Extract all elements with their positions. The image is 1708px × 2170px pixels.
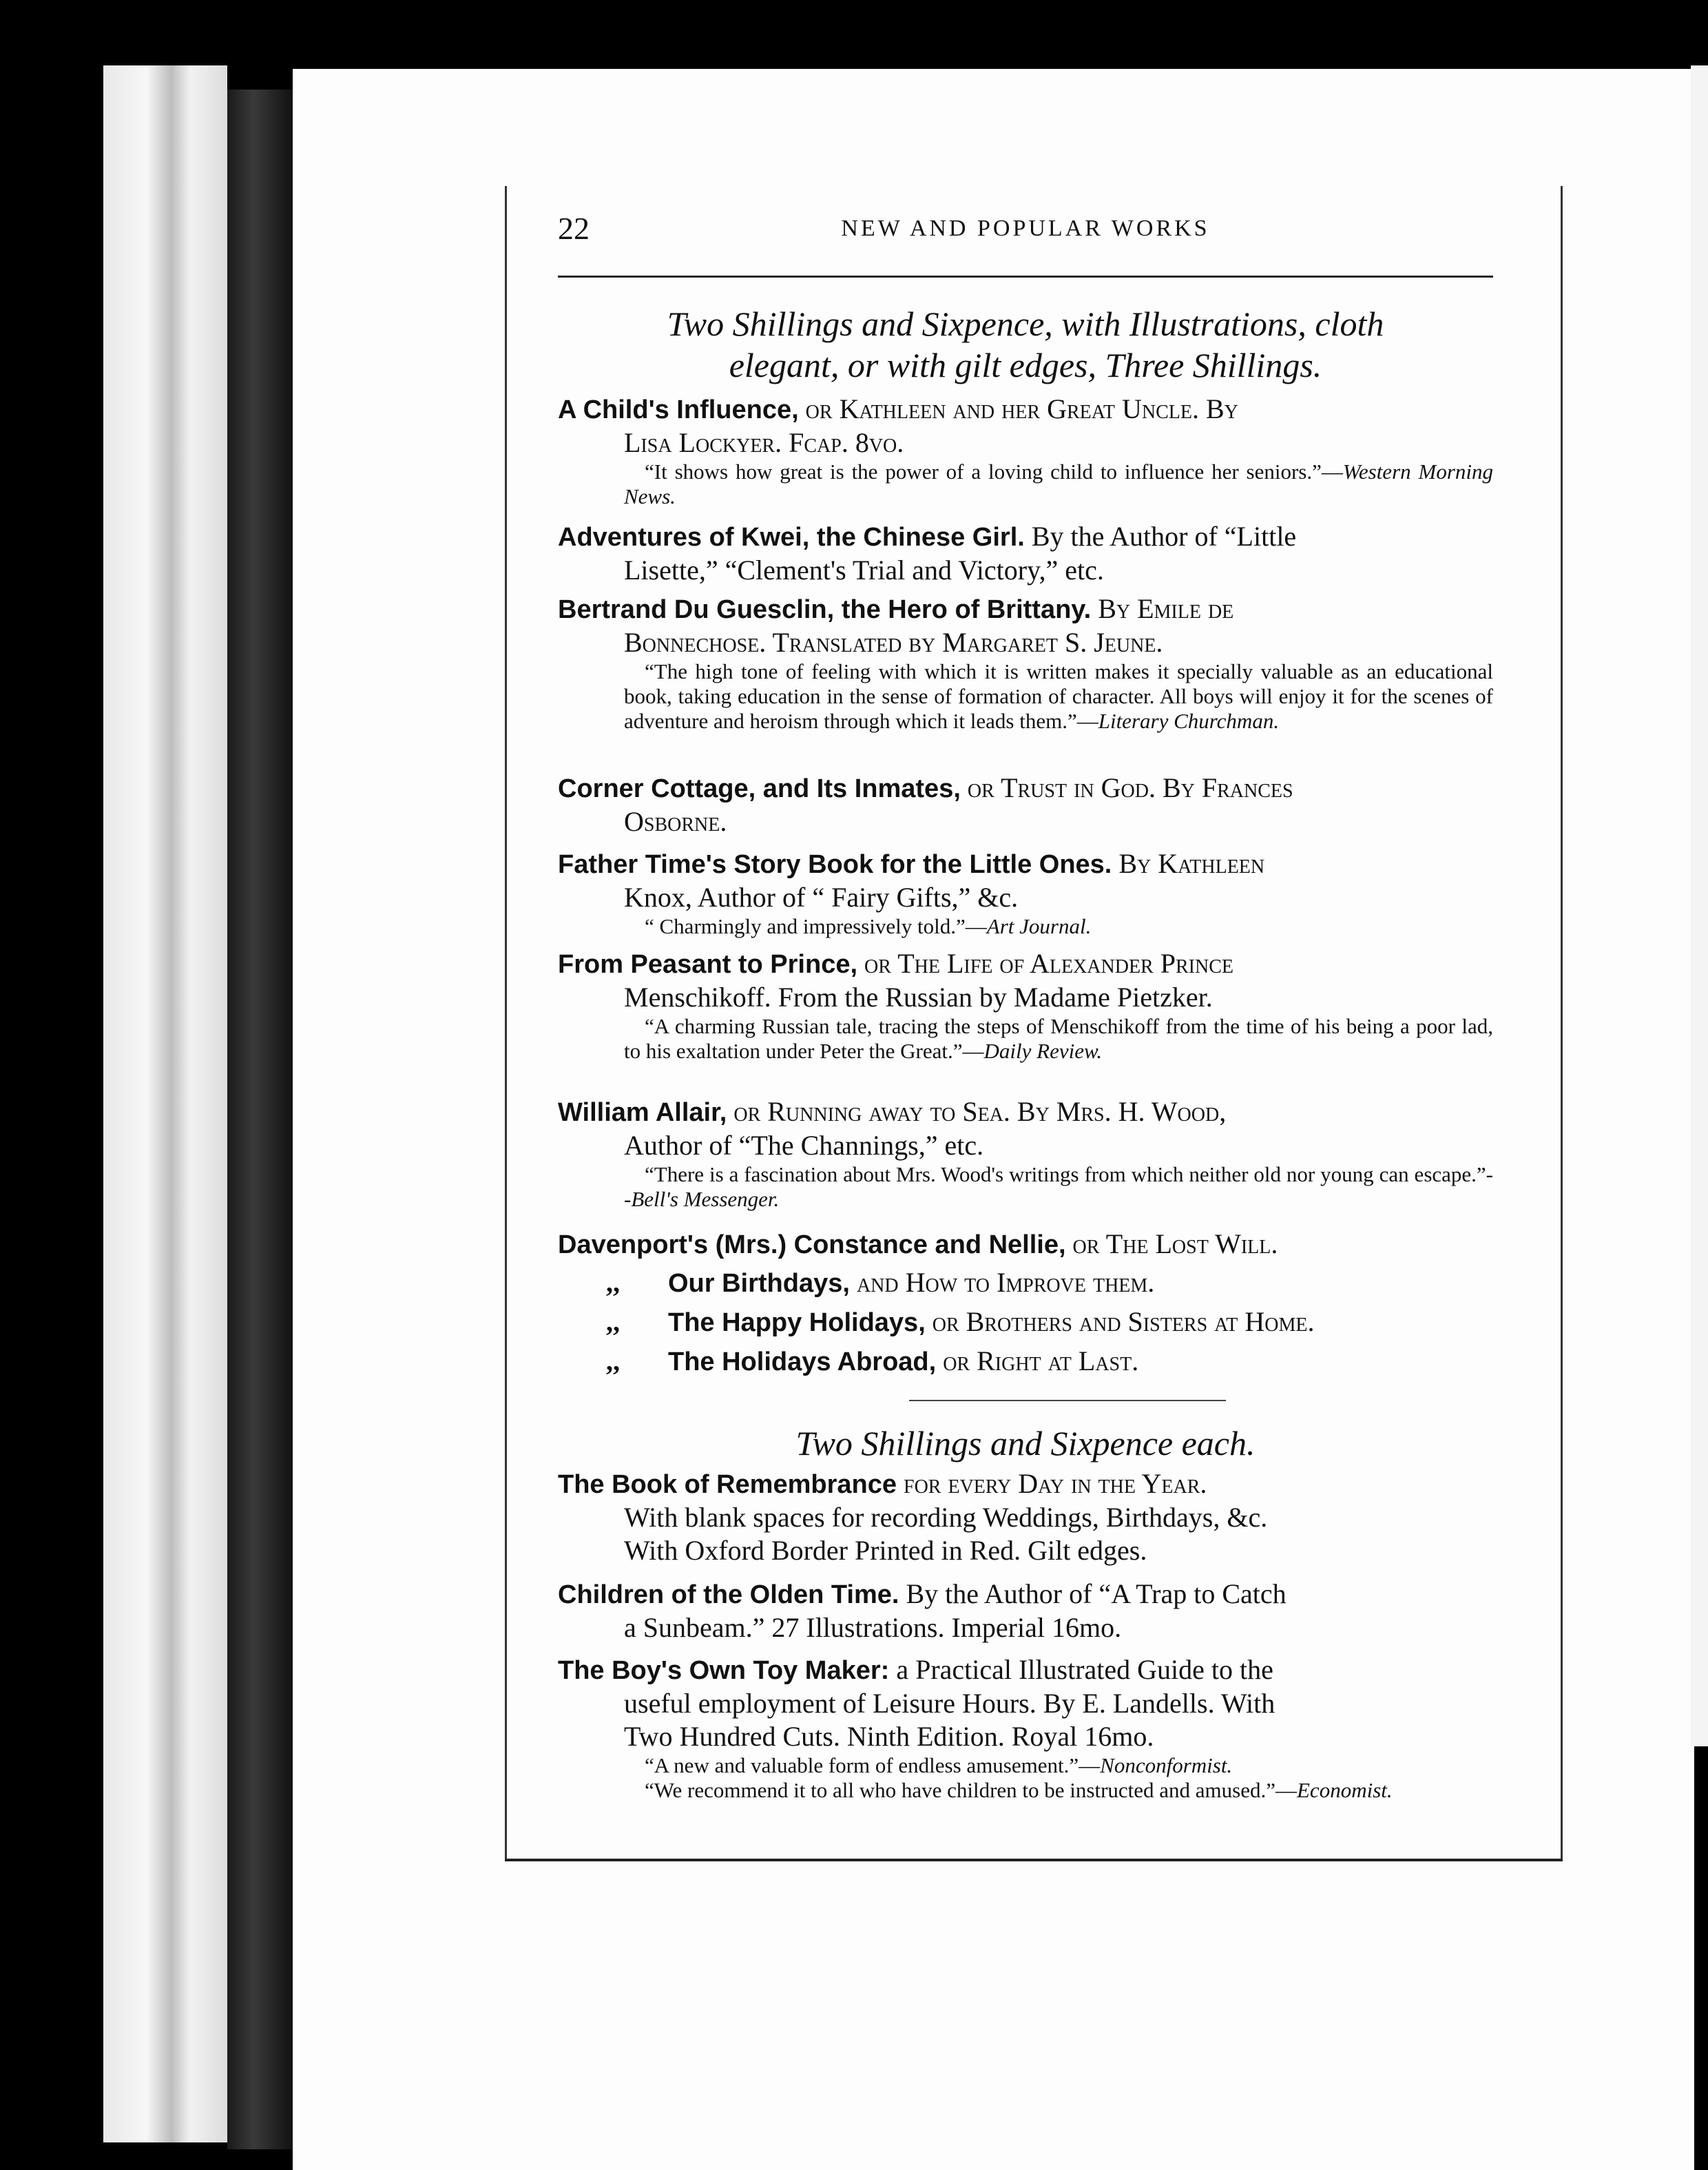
book-gutter-shadow	[227, 90, 293, 2149]
entry-subtitle: or The Lost Will.	[1065, 1228, 1278, 1259]
review-quote	[558, 1014, 1493, 1064]
entry-children-of-the-olden-time	[558, 1578, 1493, 1644]
entry-subtitle: or Trust in God. By Frances	[960, 772, 1293, 803]
review-quote	[558, 1753, 1493, 1778]
series-title: The Happy Holidays,	[668, 1308, 926, 1337]
entry-title: Father Time's Story Book for the Little Ones.	[558, 850, 1112, 879]
quote-source: Art Journal.	[986, 914, 1092, 938]
entry-author: Knox, Author of “ Fairy Gifts,” &c.	[624, 882, 1019, 913]
entry-davenport-constance-and-nellie	[558, 1228, 1493, 1261]
entry-title: Corner Cottage, and Its Inmates,	[558, 774, 961, 803]
entry-title: Bertrand Du Guesclin, the Hero of Brittany.	[558, 595, 1092, 624]
entry-subtitle: or Kathleen and her Great Uncle. By	[798, 393, 1238, 424]
entry-subtitle: By Emile de	[1091, 593, 1234, 624]
series-title: The Holidays Abroad,	[668, 1347, 937, 1376]
entry-title: The Boy's Own Toy Maker:	[558, 1656, 890, 1685]
quote-text: “It shows how great is the power of a loving child to influence her seniors.”—	[645, 459, 1343, 484]
series-title: Our Birthdays,	[668, 1269, 850, 1298]
quote-source: Literary Churchman.	[1098, 709, 1280, 733]
review-quote	[558, 1778, 1493, 1803]
entry-subtitle: a Practical Illustrated Guide to the	[889, 1654, 1273, 1685]
series-subtitle: or Right at Last.	[936, 1345, 1139, 1376]
entry-adventures-of-kwei	[558, 520, 1493, 587]
entry-title: William Allair,	[558, 1098, 727, 1127]
series-subtitle: or Brothers and Sisters at Home.	[925, 1306, 1315, 1337]
quote-text: “There is a fascination about Mrs. Wood's writings from which neither old nor young can escape.”--	[624, 1162, 1493, 1211]
section1-heading-line1: Two Shillings and Sixpence, with Illustrations, cloth	[667, 304, 1384, 343]
entry-title: Davenport's (Mrs.) Constance and Nellie,	[558, 1230, 1066, 1259]
review-quote	[558, 914, 1493, 939]
entry-book-of-remembrance	[558, 1467, 1493, 1567]
book-edge-left	[103, 65, 227, 2142]
entry-author: Bonnechose. Translated by Margaret S. Jeune.	[624, 627, 1163, 658]
review-quote	[558, 659, 1493, 734]
quote-text: “We recommend it to all who have children to be instructed and amused.”—	[645, 1778, 1297, 1802]
entry-detail: With Oxford Border Printed in Red. Gilt edges.	[624, 1535, 1147, 1566]
entry-subtitle: By Kathleen	[1112, 848, 1265, 879]
quote-source: Western Morning News.	[624, 459, 1493, 508]
entry-childs-influence	[558, 393, 1493, 509]
series-item	[558, 1303, 1493, 1342]
entry-detail: a Sunbeam.” 27 Illustrations. Imperial 16mo.	[624, 1612, 1122, 1643]
quote-source: Nonconformist.	[1100, 1753, 1233, 1777]
series-item	[558, 1263, 1493, 1303]
entry-detail: Two Hundred Cuts. Ninth Edition. Royal 16mo.	[624, 1721, 1154, 1752]
entry-from-peasant-to-prince	[558, 947, 1493, 1064]
entry-subtitle: By the Author of “A Trap to Catch	[899, 1578, 1287, 1609]
entry-title: The Book of Remembrance	[558, 1470, 897, 1499]
entry-author: Lisa Lockyer. Fcap. 8vo.	[624, 427, 904, 458]
ditto-mark: ,,	[606, 1267, 620, 1298]
quote-text: “A new and valuable form of endless amusement.”—	[645, 1753, 1101, 1777]
quote-text: “The high tone of feeling with which it is written makes it specially valuable as an educational book, taking education in the sense of formation of character. All boys will enjoy it for the scenes of adventure and heroism through which it leads them.”—	[624, 659, 1493, 733]
entry-bertrand-du-guesclin	[558, 592, 1493, 734]
book-edge-right	[1691, 65, 1708, 1746]
entry-title: From Peasant to Prince,	[558, 950, 858, 979]
entry-title: A Child's Influence,	[558, 395, 799, 424]
series-item	[558, 1342, 1493, 1381]
quote-source: Economist.	[1297, 1778, 1393, 1802]
section-divider	[909, 1400, 1226, 1401]
entry-corner-cottage	[558, 772, 1493, 838]
review-quote	[558, 1162, 1493, 1212]
entry-father-times-story-book	[558, 847, 1493, 939]
entry-subtitle: or Running away to Sea. By Mrs. H. Wood,	[727, 1096, 1227, 1127]
running-header	[558, 210, 1493, 251]
quote-text: “A charming Russian tale, tracing the steps of Menschikoff from the time of his being a poor lad, to his exaltation under Peter the Great.”—	[624, 1014, 1493, 1063]
page-frame-bottom-rule	[505, 1859, 1563, 1861]
running-title: NEW AND POPULAR WORKS	[841, 216, 1210, 241]
entry-subtitle: or The Life of Alexander Prince	[857, 948, 1233, 979]
entry-subtitle: for every Day in the Year.	[897, 1468, 1207, 1499]
entry-boys-own-toy-maker	[558, 1653, 1493, 1803]
section1-heading	[558, 303, 1493, 386]
entry-detail: Lisette,” “Clement's Trial and Victory,” etc.	[624, 555, 1104, 586]
entry-title: Adventures of Kwei, the Chinese Girl.	[558, 523, 1025, 552]
section2-heading-text: Two Shillings and Sixpence each.	[795, 1424, 1256, 1463]
entry-detail: With blank spaces for recording Weddings, Birthdays, &c.	[624, 1502, 1268, 1533]
ditto-mark: ,,	[606, 1345, 620, 1376]
entry-title: Children of the Olden Time.	[558, 1580, 899, 1609]
quote-source: Daily Review.	[983, 1039, 1103, 1063]
davenport-series-list	[558, 1263, 1493, 1381]
section2-heading	[558, 1423, 1493, 1464]
ditto-mark: ,,	[606, 1306, 620, 1337]
quote-text: “ Charmingly and impressively told.”—	[645, 914, 987, 938]
entry-william-allair	[558, 1095, 1493, 1212]
entry-author: Osborne.	[624, 806, 727, 837]
entry-author: Menschikoff. From the Russian by Madame Pietzker.	[624, 982, 1213, 1013]
entry-subtitle: By the Author of “Little	[1024, 521, 1297, 552]
section1-heading-line2: elegant, or with gilt edges, Three Shillings.	[729, 346, 1322, 384]
entry-detail: useful employment of Leisure Hours. By E. Landells. With	[624, 1688, 1275, 1719]
series-subtitle: and How to Improve them.	[849, 1267, 1155, 1298]
entry-author: Author of “The Channings,” etc.	[624, 1130, 984, 1161]
review-quote	[558, 459, 1493, 509]
header-rule	[558, 276, 1493, 278]
quote-source: Bell's Messenger.	[631, 1187, 780, 1211]
page-number: 22	[558, 211, 590, 246]
